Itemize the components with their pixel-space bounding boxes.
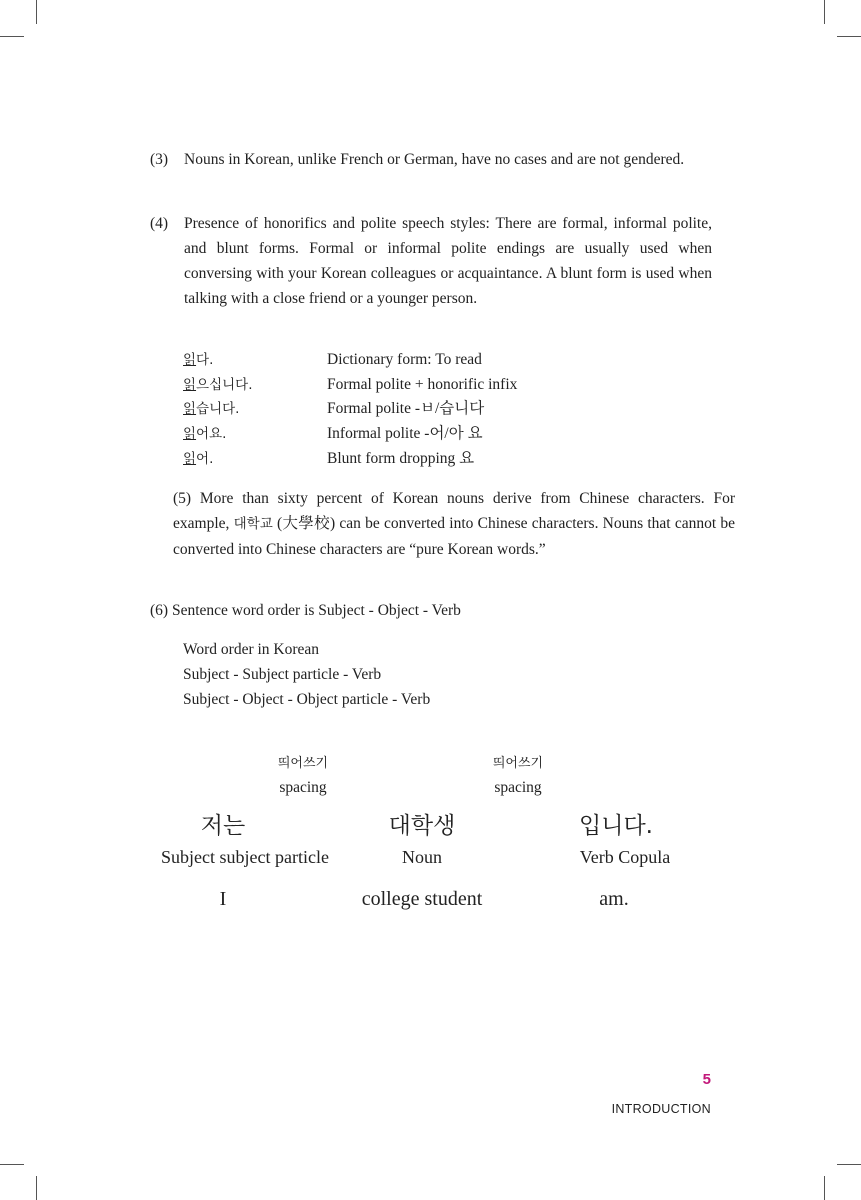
item-text: Nouns in Korean, unlike French or German, have no cases and are not gendered.	[184, 151, 685, 168]
verb-form: 읽습니다.	[183, 401, 240, 418]
crop-mark-top-right-h	[837, 36, 861, 37]
crop-mark-bottom-left-h	[0, 1164, 24, 1165]
english-verb: am.	[599, 888, 629, 910]
word-order-heading: Word order in Korean	[183, 641, 320, 658]
spacing-label-english: spacing	[279, 779, 327, 796]
word-order-block	[183, 637, 430, 712]
crop-mark-top-right	[824, 0, 825, 24]
crop-mark-top-left-h	[0, 36, 24, 37]
item-number: (4)	[150, 215, 169, 232]
form-description: Formal polite + honorific infix	[327, 375, 518, 393]
form-description: Formal polite -ㅂ/습니다	[327, 400, 485, 418]
word-order-line: Subject - Subject particle - Verb	[183, 666, 382, 683]
verb-form: 읽어요.	[183, 426, 227, 443]
spacing-label-korean: 띄어쓰기	[492, 756, 544, 771]
form-description: Blunt form dropping 요	[327, 449, 475, 467]
spacing-label-korean: 띄어쓰기	[277, 756, 329, 771]
verb-form: 읽으십니다.	[183, 376, 253, 393]
english-subject: I	[219, 888, 227, 910]
item-text: Presence of honorifics and polite speech styles: There are formal, informal polite, and blunt forms. Formal or informal polite endings are usually used when conversing with your Korean colleagues or acquaintance. A blunt form is used when talking with a close friend or a younger person.	[184, 215, 712, 307]
crop-mark-bottom-right-h	[837, 1164, 861, 1165]
crop-mark-bottom-left	[36, 1176, 37, 1200]
gloss-noun: Noun	[402, 847, 442, 867]
item-number: (5)	[173, 490, 192, 507]
page-number: 5	[702, 1071, 711, 1088]
korean-word-verb: 입니다.	[579, 813, 653, 839]
english-noun: college student	[361, 888, 483, 910]
spacing-label-english: spacing	[494, 779, 542, 796]
korean-word-subject: 저는	[200, 813, 246, 839]
item-text: (5) More than sixty percent of Korean nouns derive from Chinese characters. For example, 대학교 (大學校) can be converted into Chinese characters. Nouns that cannot be converted into Chinese characters are “pure Korean words.”	[173, 490, 735, 558]
gloss-verb: Verb Copula	[579, 847, 671, 867]
item-text: (6) Sentence word order is Subject - Object - Verb	[150, 602, 461, 619]
form-description: Informal polite -어/아 요	[327, 425, 483, 443]
gloss-subject: Subject subject particle	[161, 847, 329, 867]
korean-word-noun: 대학생	[388, 813, 456, 839]
korean-word: 대학교	[233, 516, 273, 532]
item-number: (6)	[150, 602, 169, 619]
crop-mark-top-left	[36, 0, 37, 24]
form-description: Dictionary form: To read	[327, 351, 482, 368]
word-order-line: Subject - Object - Object particle - Verb	[183, 691, 431, 708]
item-number: (3)	[150, 151, 169, 168]
crop-mark-bottom-right	[824, 1176, 825, 1200]
verb-form: 읽다.	[183, 352, 214, 368]
verb-form: 읽어.	[183, 450, 214, 467]
section-title: INTRODUCTION	[611, 1102, 711, 1116]
